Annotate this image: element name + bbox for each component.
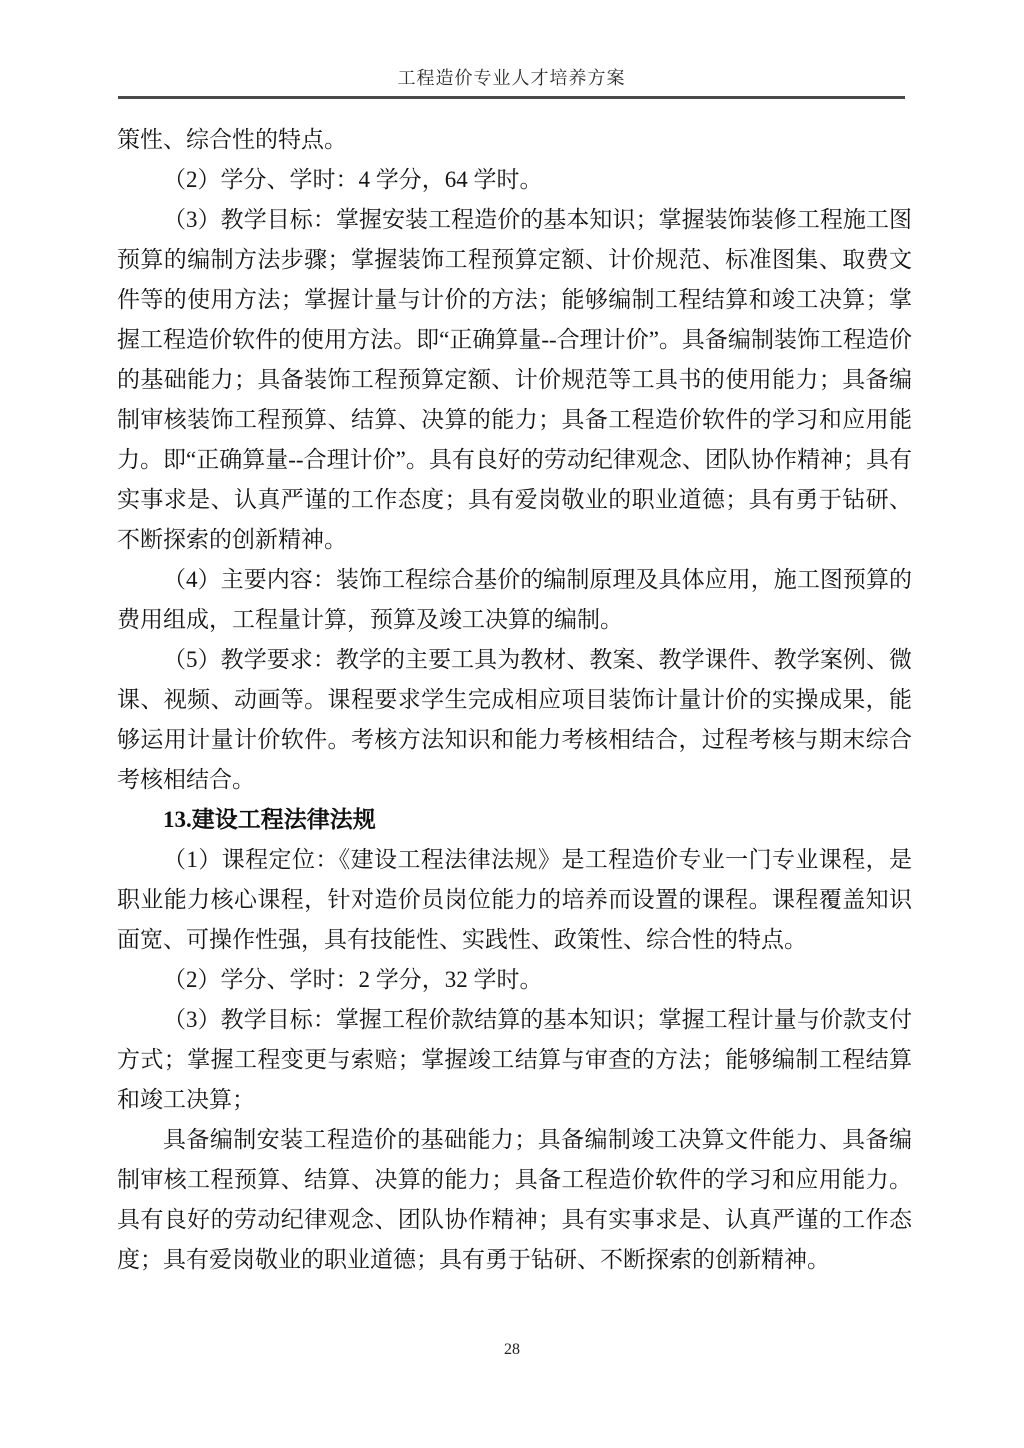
paragraph-teaching-requirements-course12: （5）教学要求：教学的主要工具为教材、教案、教学课件、教学案例、微课、视频、动画等。课程要求学生完成相应项目装饰计量计价的实操成果，能够运用计量计价软件。考核方法知识和能力考核相结合，过程考核与期末综合考核相结合。 bbox=[117, 647, 912, 792]
paragraph-main-content-course12: （4）主要内容：装饰工程综合基价的编制原理及具体应用，施工图预算的费用组成，工程量计算，预算及竣工决算的编制。 bbox=[117, 567, 912, 632]
paragraph-abilities-course13: 具备编制安装工程造价的基础能力；具备编制竣工决算文件能力、具备编制审核工程预算、结算、决算的能力；具备工程造价软件的学习和应用能力。具有良好的劳动纪律观念、团队协作精神；具有实事求是、认真严谨的工作态度；具有爱岗敬业的职业道德；具有勇于钻研、不断探索的创新精神。 bbox=[117, 1127, 912, 1272]
page-number: 28 bbox=[504, 1341, 520, 1358]
paragraph-teaching-goals-course13: （3）教学目标：掌握工程价款结算的基本知识；掌握工程计量与价款支付方式；掌握工程变更与索赔；掌握竣工结算与审查的方法；能够编制工程结算和竣工决算； bbox=[117, 1007, 912, 1112]
document-body bbox=[117, 120, 912, 1280]
paragraph-continuation: 策性、综合性的特点。 bbox=[117, 127, 347, 152]
page-footer bbox=[0, 1340, 1024, 1360]
header-title: 工程造价专业人才培养方案 bbox=[397, 68, 626, 88]
paragraph-course-positioning-course13: （1）课程定位：《建设工程法律法规》是工程造价专业一门专业课程，是职业能力核心课程，针对造价员岗位能力的培养而设置的课程。课程覆盖知识面宽、可操作性强，具有技能性、实践性、政策性、综合性的特点。 bbox=[117, 847, 912, 952]
page-header bbox=[118, 66, 905, 99]
paragraph-credits-hours-course12: （2）学分、学时：4 学分，64 学时。 bbox=[163, 167, 543, 192]
paragraph-teaching-goals-course12: （3）教学目标：掌握安装工程造价的基本知识；掌握装饰装修工程施工图预算的编制方法步骤；掌握装饰工程预算定额、计价规范、标准图集、取费文件等的使用方法；掌握计量与计价的方法；能够编制工程结算和竣工决算；掌握工程造价软件的使用方法。即“正确算量--合理计价”。具备编制装饰工程造价的基础能力；具备装饰工程预算定额、计价规范等工具书的使用能力；具备编制审核装饰工程预算、结算、决算的能力；具备工程造价软件的学习和应用能力。即“正确算量--合理计价”。具有良好的劳动纪律观念、团队协作精神；具有实事求是、认真严谨的工作态度；具有爱岗敬业的职业道德；具有勇于钻研、不断探索的创新精神。 bbox=[117, 207, 912, 552]
paragraph-credits-hours-course13: （2）学分、学时：2 学分，32 学时。 bbox=[163, 967, 543, 992]
section-heading-course13: 13.建设工程法律法规 bbox=[163, 807, 376, 832]
